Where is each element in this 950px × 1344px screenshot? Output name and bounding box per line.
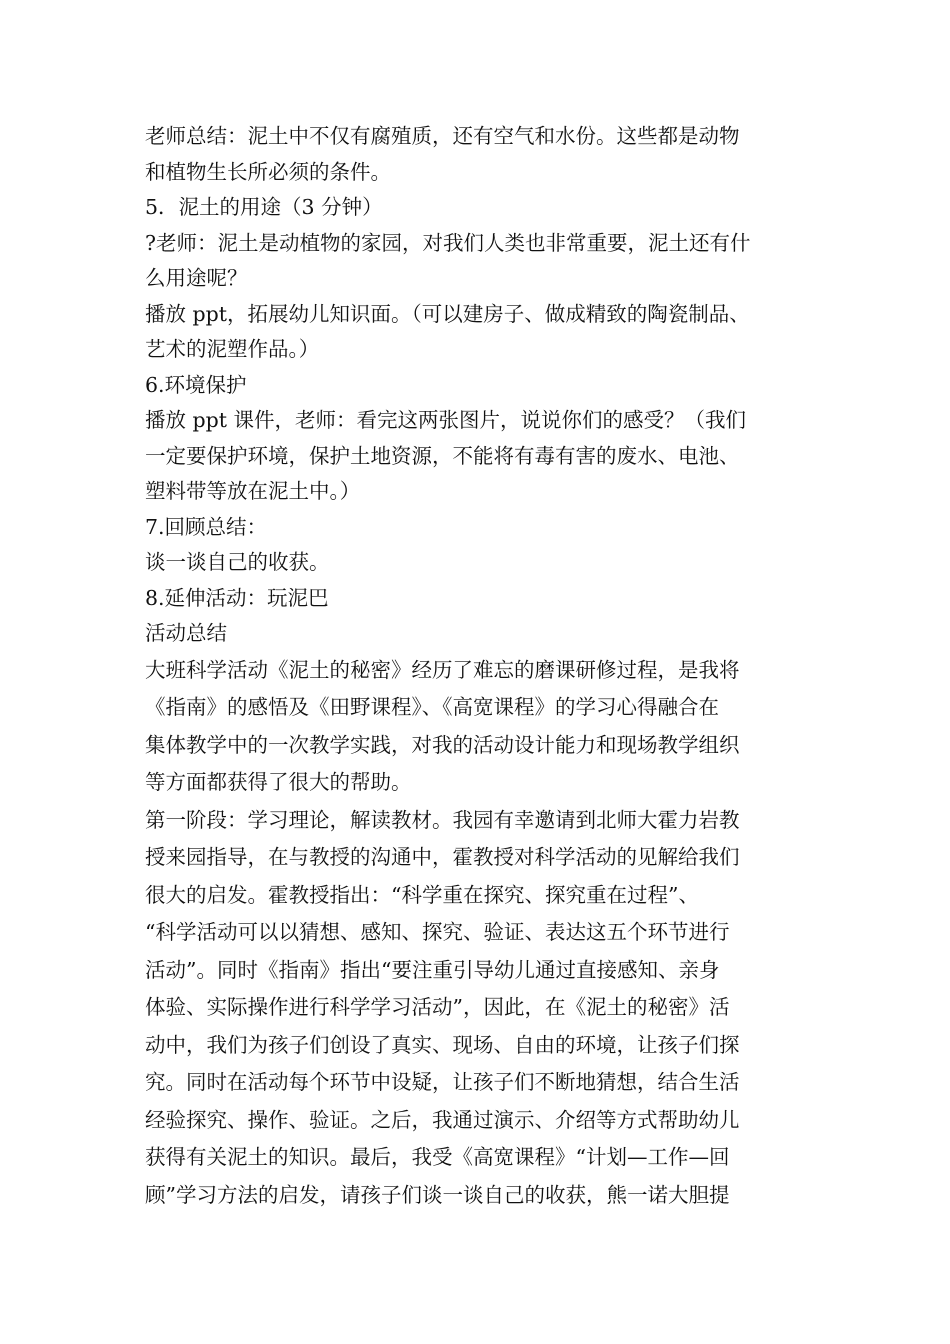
text-line: 谈一谈自己的收获。 [145,550,330,574]
text-line: 么用途呢？ [145,266,248,290]
document-body [145,119,810,1214]
text-line: 8.延伸活动：玩泥巴 [145,585,329,610]
text-line: 集体教学中的一次教学实践，对我的活动设计能力和现场教学组织 [145,732,740,757]
text-line: 《指南》的感悟及《田野课程》、《高宽课程》的学习心得融合在 [145,695,719,719]
text-line: 一定要保护环境，保护土地资源，不能将有毒有害的废水、电池、 [145,443,740,468]
text-line: 和植物生长所必须的条件。 [145,159,391,184]
text-line: 播放 ppt 课件，老师：看完这两张图片，说说你们的感受？（我们 [145,408,747,432]
text-line: 活动”。同时《指南》指出“要注重引导幼儿通过直接感知、亲身 [145,957,720,982]
text-line: 体验、实际操作进行科学学习活动”，因此，在《泥土的秘密》活 [145,995,730,1019]
text-line: 5．泥土的用途（3 分钟） [145,195,383,219]
text-line: 动中，我们为孩子们创设了真实、现场、自由的环境，让孩子们探 [145,1032,740,1057]
text-line: 第一阶段：学习理论，解读教材。我园有幸邀请到北师大霍力岩教 [145,807,740,832]
text-line: 究。同时在活动每个环节中设疑，让孩子们不断地猜想，结合生活 [145,1070,740,1094]
text-line: 7.回顾总结： [145,514,268,539]
text-line: 6.环境保护 [145,372,247,397]
text-line: 艺术的泥塑作品。） [145,337,320,361]
text-line: 等方面都获得了很大的帮助。 [145,770,412,794]
text-line: 顾”学习方法的启发，请孩子们谈一谈自己的收获，熊一诺大胆提 [145,1182,730,1207]
text-line: 很大的启发。霍教授指出：“科学重在探究、探究重在过程”、 [145,882,699,907]
text-line: “科学活动可以以猜想、感知、探究、验证、表达这五个环节进行 [145,920,730,944]
section-heading: 活动总结 [145,621,227,645]
text-line: 大班科学活动《泥土的秘密》经历了难忘的磨课研修过程，是我将 [145,657,740,682]
text-line: 塑料带等放在泥土中。） [145,479,361,503]
text-line: ?老师：泥土是动植物的家园，对我们人类也非常重要，泥土还有什 [145,230,751,255]
text-line: 经验探究、操作、验证。之后，我通过演示、介绍等方式帮助幼儿 [145,1107,740,1132]
text-line: 授来园指导，在与教授的沟通中，霍教授对科学活动的见解给我们 [145,845,740,869]
text-line: 老师总结：泥土中不仅有腐殖质，还有空气和水份。这些都是动物 [145,124,740,148]
text-line: 播放 ppt，拓展幼儿知识面。（可以建房子、做成精致的陶瓷制品、 [145,301,750,326]
text-line: 获得有关泥土的知识。最后，我受《高宽课程》“计划—工作—回 [145,1145,730,1169]
